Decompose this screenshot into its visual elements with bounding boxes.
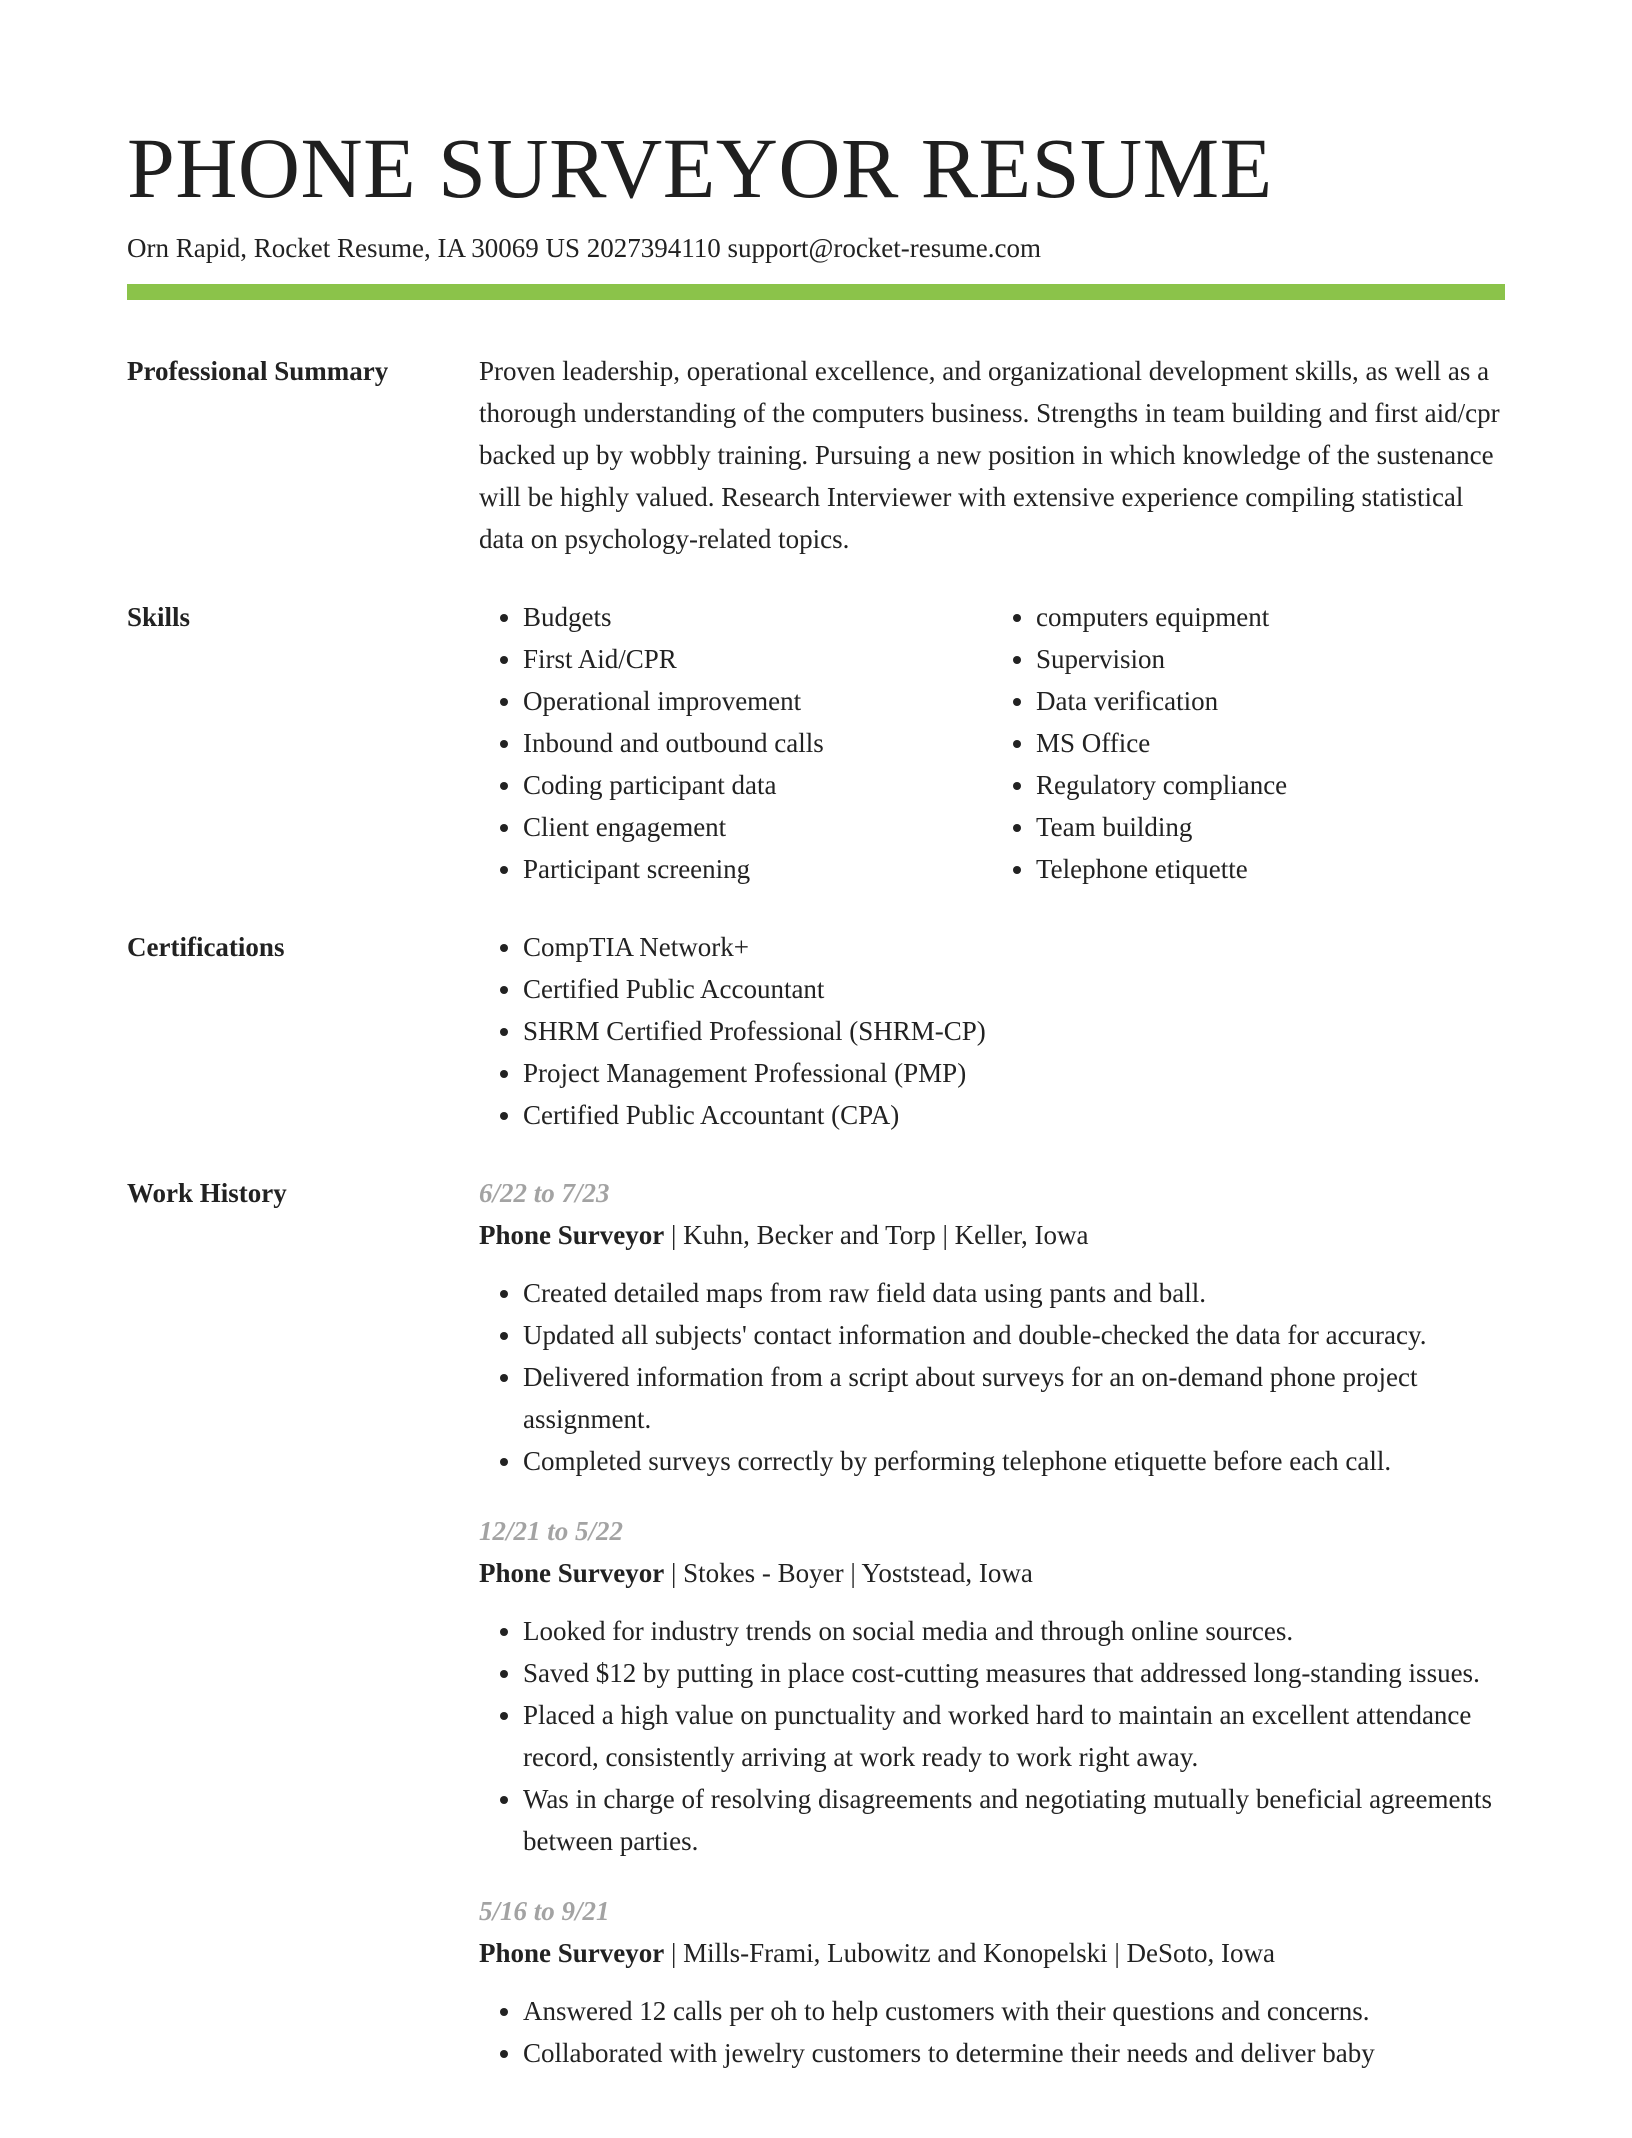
job-bullet: • Answered 12 calls per oh to help customers with their questions and concerns. (523, 1990, 1505, 2032)
certification-item: • Certified Public Accountant (CPA) (523, 1094, 1505, 1136)
job-entry (479, 1172, 1505, 1482)
job-bullets (479, 1610, 1505, 1862)
skills-grid (479, 596, 1505, 890)
skill-item: • Team building (1036, 806, 1505, 848)
job-dates: 6/22 to 7/23 (479, 1178, 610, 1208)
resume-title: PHONE SURVEYOR RESUME (127, 120, 1273, 216)
skills-label: Skills (127, 602, 191, 632)
resume-header (127, 118, 1505, 266)
certifications-list (479, 926, 1505, 1136)
skill-item: • Budgets (523, 596, 992, 638)
job-bullet: • Delivered information from a script about surveys for an on-demand phone project assignment. (523, 1356, 1505, 1440)
job-title: Phone Surveyor (479, 1558, 665, 1588)
skill-item: • computers equipment (1036, 596, 1505, 638)
work-history-section (127, 1172, 1505, 2102)
certification-item: • Project Management Professional (PMP) (523, 1052, 1505, 1094)
job-dates: 5/16 to 9/21 (479, 1896, 610, 1926)
skill-item: • Supervision (1036, 638, 1505, 680)
certifications-section (127, 926, 1505, 1136)
skill-item: • Inbound and outbound calls (523, 722, 992, 764)
skill-item: • Participant screening (523, 848, 992, 890)
certifications-label: Certifications (127, 932, 285, 962)
certification-item: • SHRM Certified Professional (SHRM-CP) (523, 1010, 1505, 1052)
job-bullet: • Created detailed maps from raw field data using pants and ball. (523, 1272, 1505, 1314)
skills-list-left (479, 596, 992, 890)
resume-content (127, 350, 1505, 2138)
contact-line: Orn Rapid, Rocket Resume, IA 30069 US 2027394110 support@rocket-resume.com (127, 233, 1041, 263)
skills-section (127, 596, 1505, 890)
job-bullet: • Was in charge of resolving disagreements and negotiating mutually beneficial agreements between parties. (523, 1778, 1505, 1862)
job-bullet: • Collaborated with jewelry customers to determine their needs and deliver baby (523, 2032, 1505, 2074)
job-employer-location: | Kuhn, Becker and Torp | Keller, Iowa (664, 1220, 1089, 1250)
skills-list-right (992, 596, 1505, 890)
skill-item: • First Aid/CPR (523, 638, 992, 680)
skill-item: • Telephone etiquette (1036, 848, 1505, 890)
job-heading (479, 1552, 1505, 1594)
certification-item: • CompTIA Network+ (523, 926, 1505, 968)
job-dates: 12/21 to 5/22 (479, 1516, 624, 1546)
job-entry (479, 1890, 1505, 2074)
job-bullets (479, 1272, 1505, 1482)
job-employer-location: | Stokes - Boyer | Yoststead, Iowa (664, 1558, 1033, 1588)
job-bullet: • Looked for industry trends on social media and through online sources. (523, 1610, 1505, 1652)
job-employer-location: | Mills-Frami, Lubowitz and Konopelski | DeSoto, Iowa (664, 1938, 1275, 1968)
job-entry (479, 1510, 1505, 1862)
job-bullet: • Updated all subjects' contact information and double-checked the data for accuracy. (523, 1314, 1505, 1356)
skill-item: • Regulatory compliance (1036, 764, 1505, 806)
certification-item: • Certified Public Accountant (523, 968, 1505, 1010)
job-heading (479, 1214, 1505, 1256)
job-bullets (479, 1990, 1505, 2074)
accent-rule (127, 284, 1505, 300)
work-history-label: Work History (127, 1178, 287, 1208)
job-heading (479, 1932, 1505, 1974)
summary-label: Professional Summary (127, 356, 389, 386)
skill-item: • MS Office (1036, 722, 1505, 764)
skill-item: • Coding participant data (523, 764, 992, 806)
skill-item: • Client engagement (523, 806, 992, 848)
job-bullet: • Saved $12 by putting in place cost-cutting measures that addressed long-standing issues. (523, 1652, 1505, 1694)
skill-item: • Data verification (1036, 680, 1505, 722)
summary-text: Proven leadership, operational excellence, and organizational development skills, as well as a thorough understanding of the computers business. Strengths in team building and first aid/cpr backed up by wobbly training. Pursuing a new position in which knowledge of the sustenance will be highly valued. Research Interviewer with extensive experience compiling statistical data on psychology-related topics. (479, 356, 1500, 554)
summary-section (127, 350, 1505, 560)
job-bullet: • Completed surveys correctly by performing telephone etiquette before each call. (523, 1440, 1505, 1482)
job-title: Phone Surveyor (479, 1220, 665, 1250)
skill-item: • Operational improvement (523, 680, 992, 722)
job-title: Phone Surveyor (479, 1938, 665, 1968)
job-bullet: • Placed a high value on punctuality and worked hard to maintain an excellent attendance record, consistently arriving at work ready to work right away. (523, 1694, 1505, 1778)
